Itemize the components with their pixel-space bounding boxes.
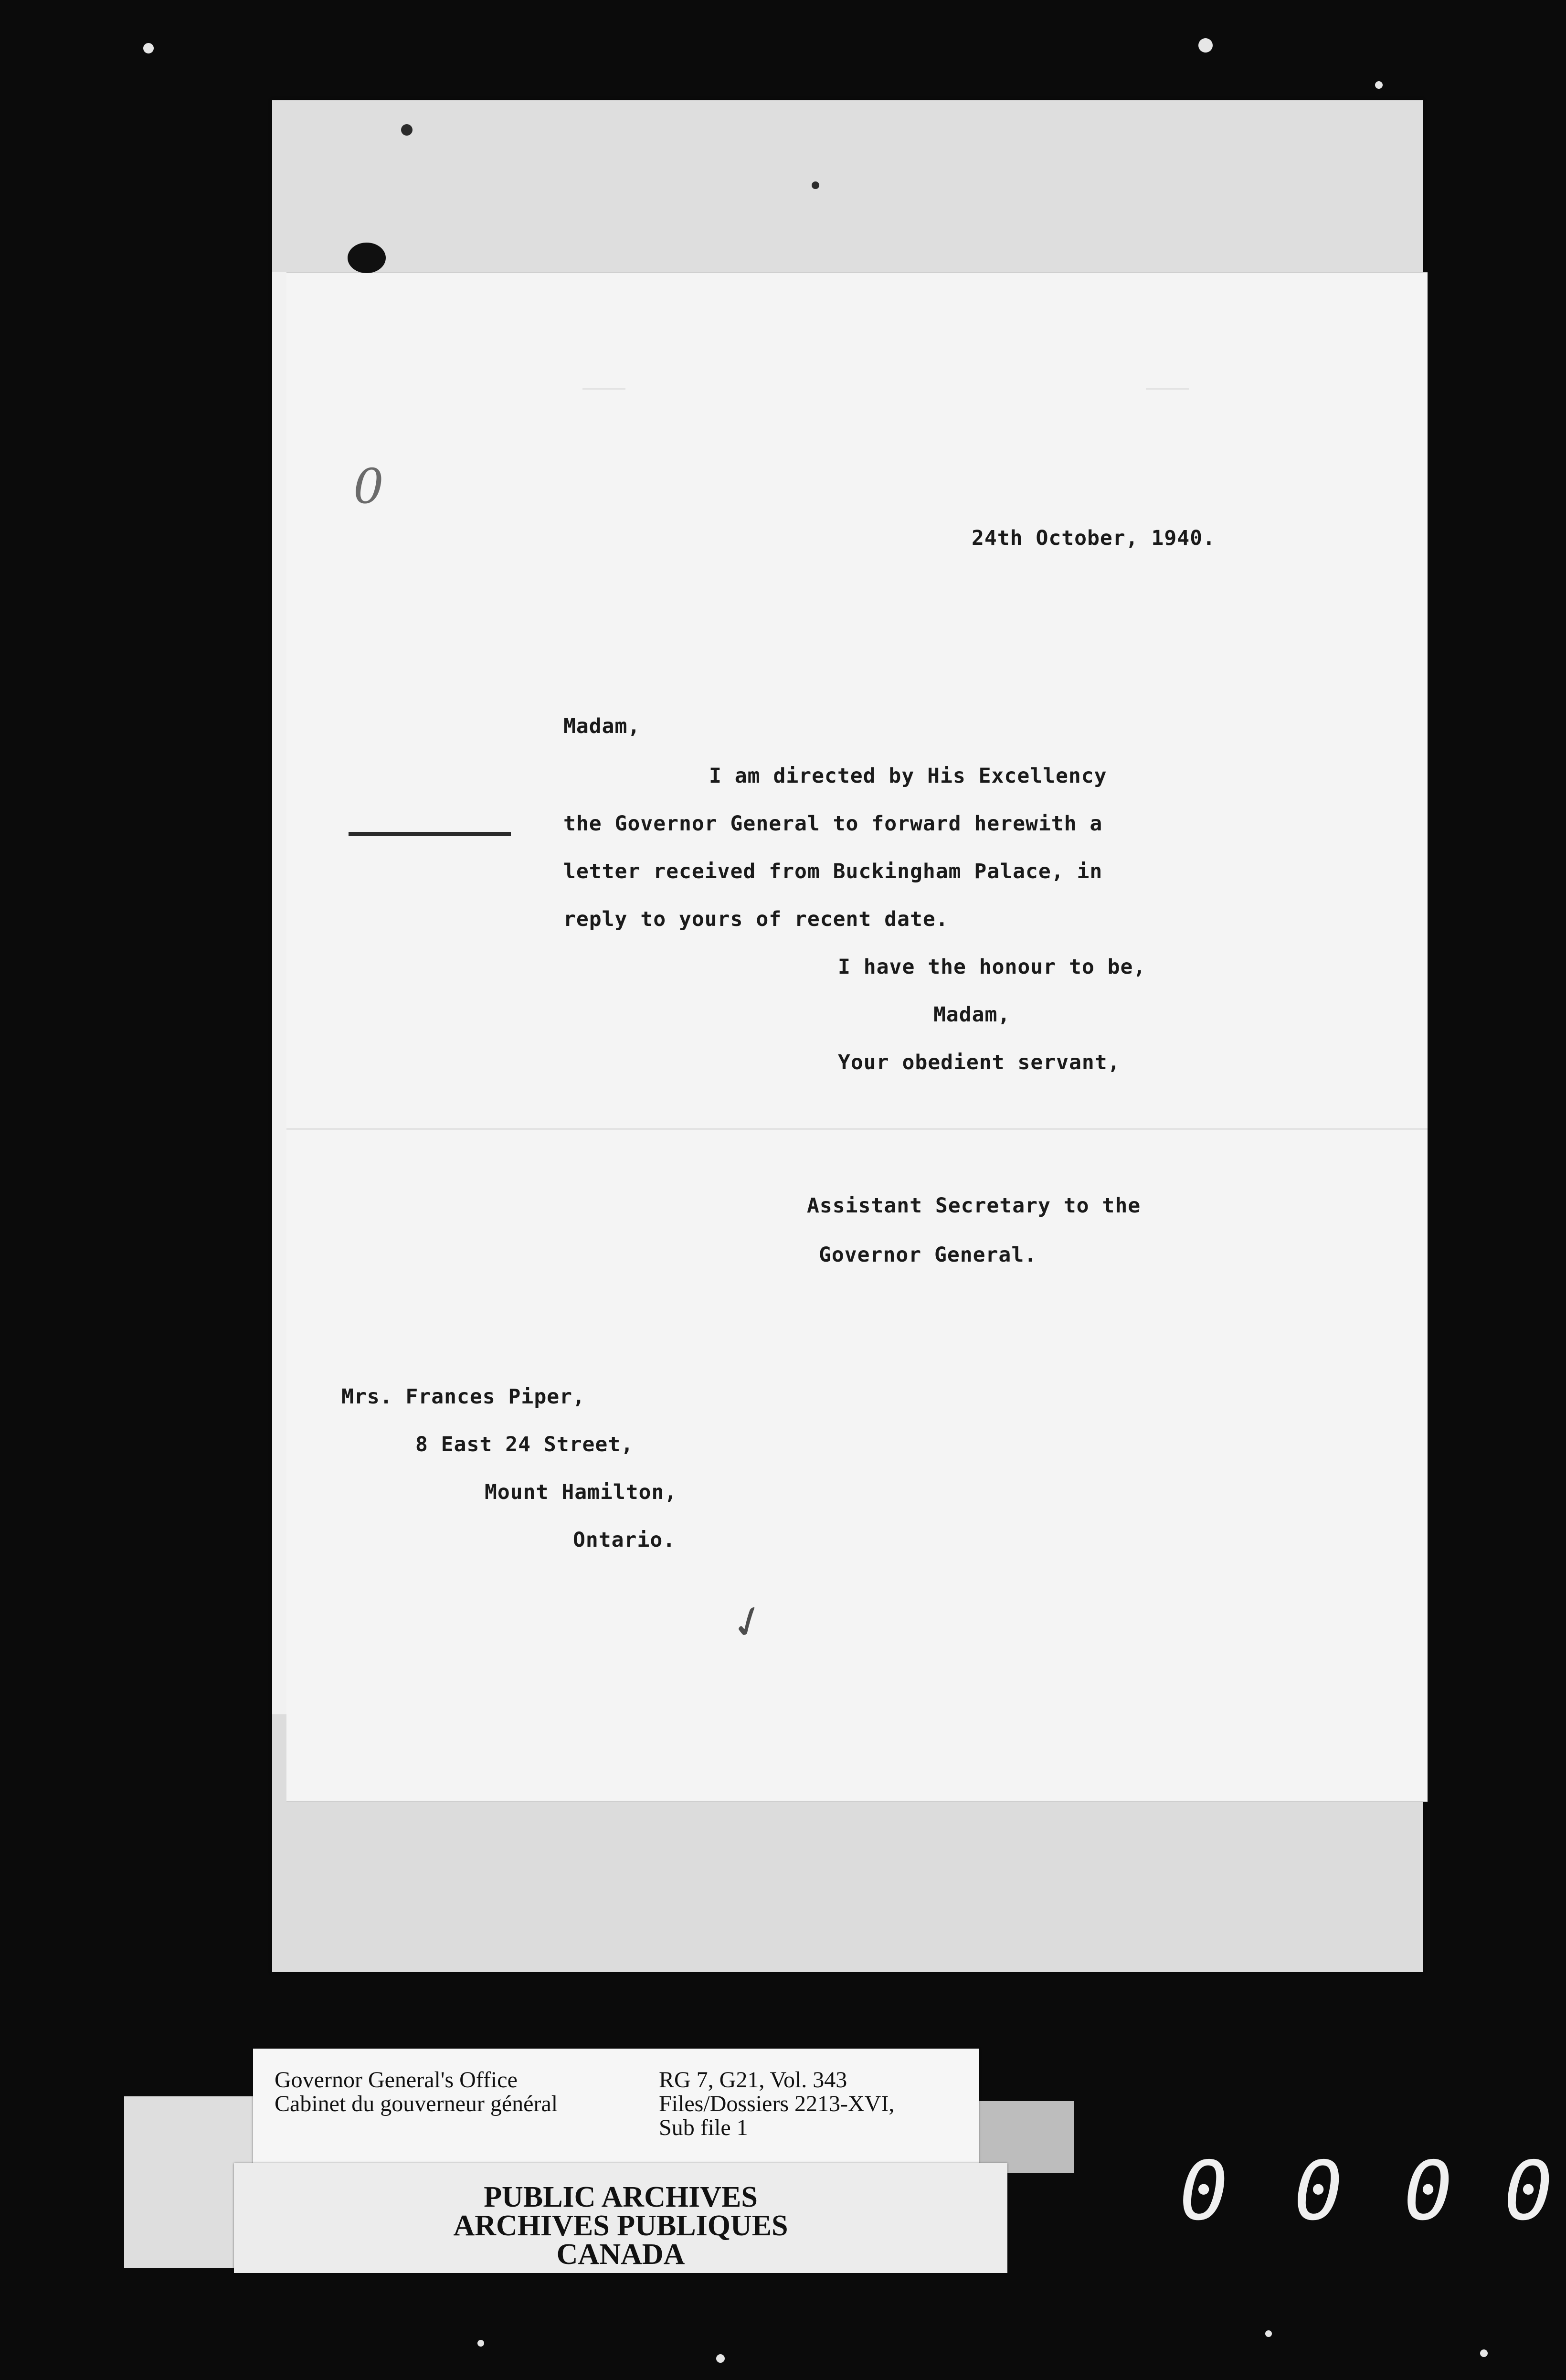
address-line: Ontario. [573,1528,676,1552]
handwritten-margin-mark: 0 [353,458,384,514]
address-line: 8 East 24 Street, [415,1433,634,1456]
letter-salutation: Madam, [563,714,641,738]
letter-date: 24th October, 1940. [972,526,1216,550]
film-speck [143,43,154,53]
film-speck [1375,81,1383,89]
letter-page [286,272,1428,1802]
film-speck [716,2354,725,2363]
archive-reference-label [253,2049,979,2178]
letter-body-line: letter received from Buckingham Palace, in [563,860,1103,883]
margin-rule [349,832,511,836]
film-speck [1480,2349,1488,2357]
letter-closing-line: Madam, [933,1003,1011,1027]
film-speck [1198,38,1213,53]
pencil-tick-mark: ✓ [723,1593,774,1652]
frame-number-digit: 0 [1294,2144,1343,2239]
subfile-reference: Sub file 1 [659,2115,748,2140]
frame-number-digit: 0 [1404,2144,1453,2239]
letter-body-line: I am directed by His Excellency [709,764,1107,788]
office-name-english: Governor General's Office [275,2067,518,2093]
frame-number-digit: 0 [1179,2144,1228,2239]
signature-line: Assistant Secretary to the [807,1194,1141,1218]
label-strip-right [979,2101,1074,2173]
frame-number-digit: 0 [1504,2144,1553,2239]
letter-closing-line: I have the honour to be, [838,955,1146,979]
punch-mark [812,181,819,189]
letter-body-line: reply to yours of recent date. [563,907,949,931]
fold-line [286,1128,1428,1130]
record-group-reference: RG 7, G21, Vol. 343 [659,2067,847,2093]
stamp-line-french: ARCHIVES PUBLIQUES [453,2210,788,2242]
address-line: Mount Hamilton, [485,1480,677,1504]
letter-body-line: the Governor General to forward herewith a [563,812,1103,836]
letter-closing-line: Your obedient servant, [838,1051,1121,1074]
office-name-french: Cabinet du gouverneur général [275,2091,558,2116]
ghost-mark [582,388,625,390]
stamp-line-country: CANADA [556,2238,685,2271]
film-speck [477,2340,484,2347]
address-line: Mrs. Frances Piper, [341,1385,585,1409]
file-reference: Files/Dossiers 2213-XVI, [659,2091,895,2116]
document-sheet [272,100,1423,1972]
ghost-mark [1146,388,1189,390]
punch-mark [401,124,413,136]
sheet-top-band [272,100,1423,272]
stamp-line-english: PUBLIC ARCHIVES [484,2181,758,2213]
ink-blot [348,243,386,273]
film-speck [1265,2330,1272,2337]
signature-line: Governor General. [819,1243,1037,1267]
public-archives-stamp [234,2163,1007,2273]
